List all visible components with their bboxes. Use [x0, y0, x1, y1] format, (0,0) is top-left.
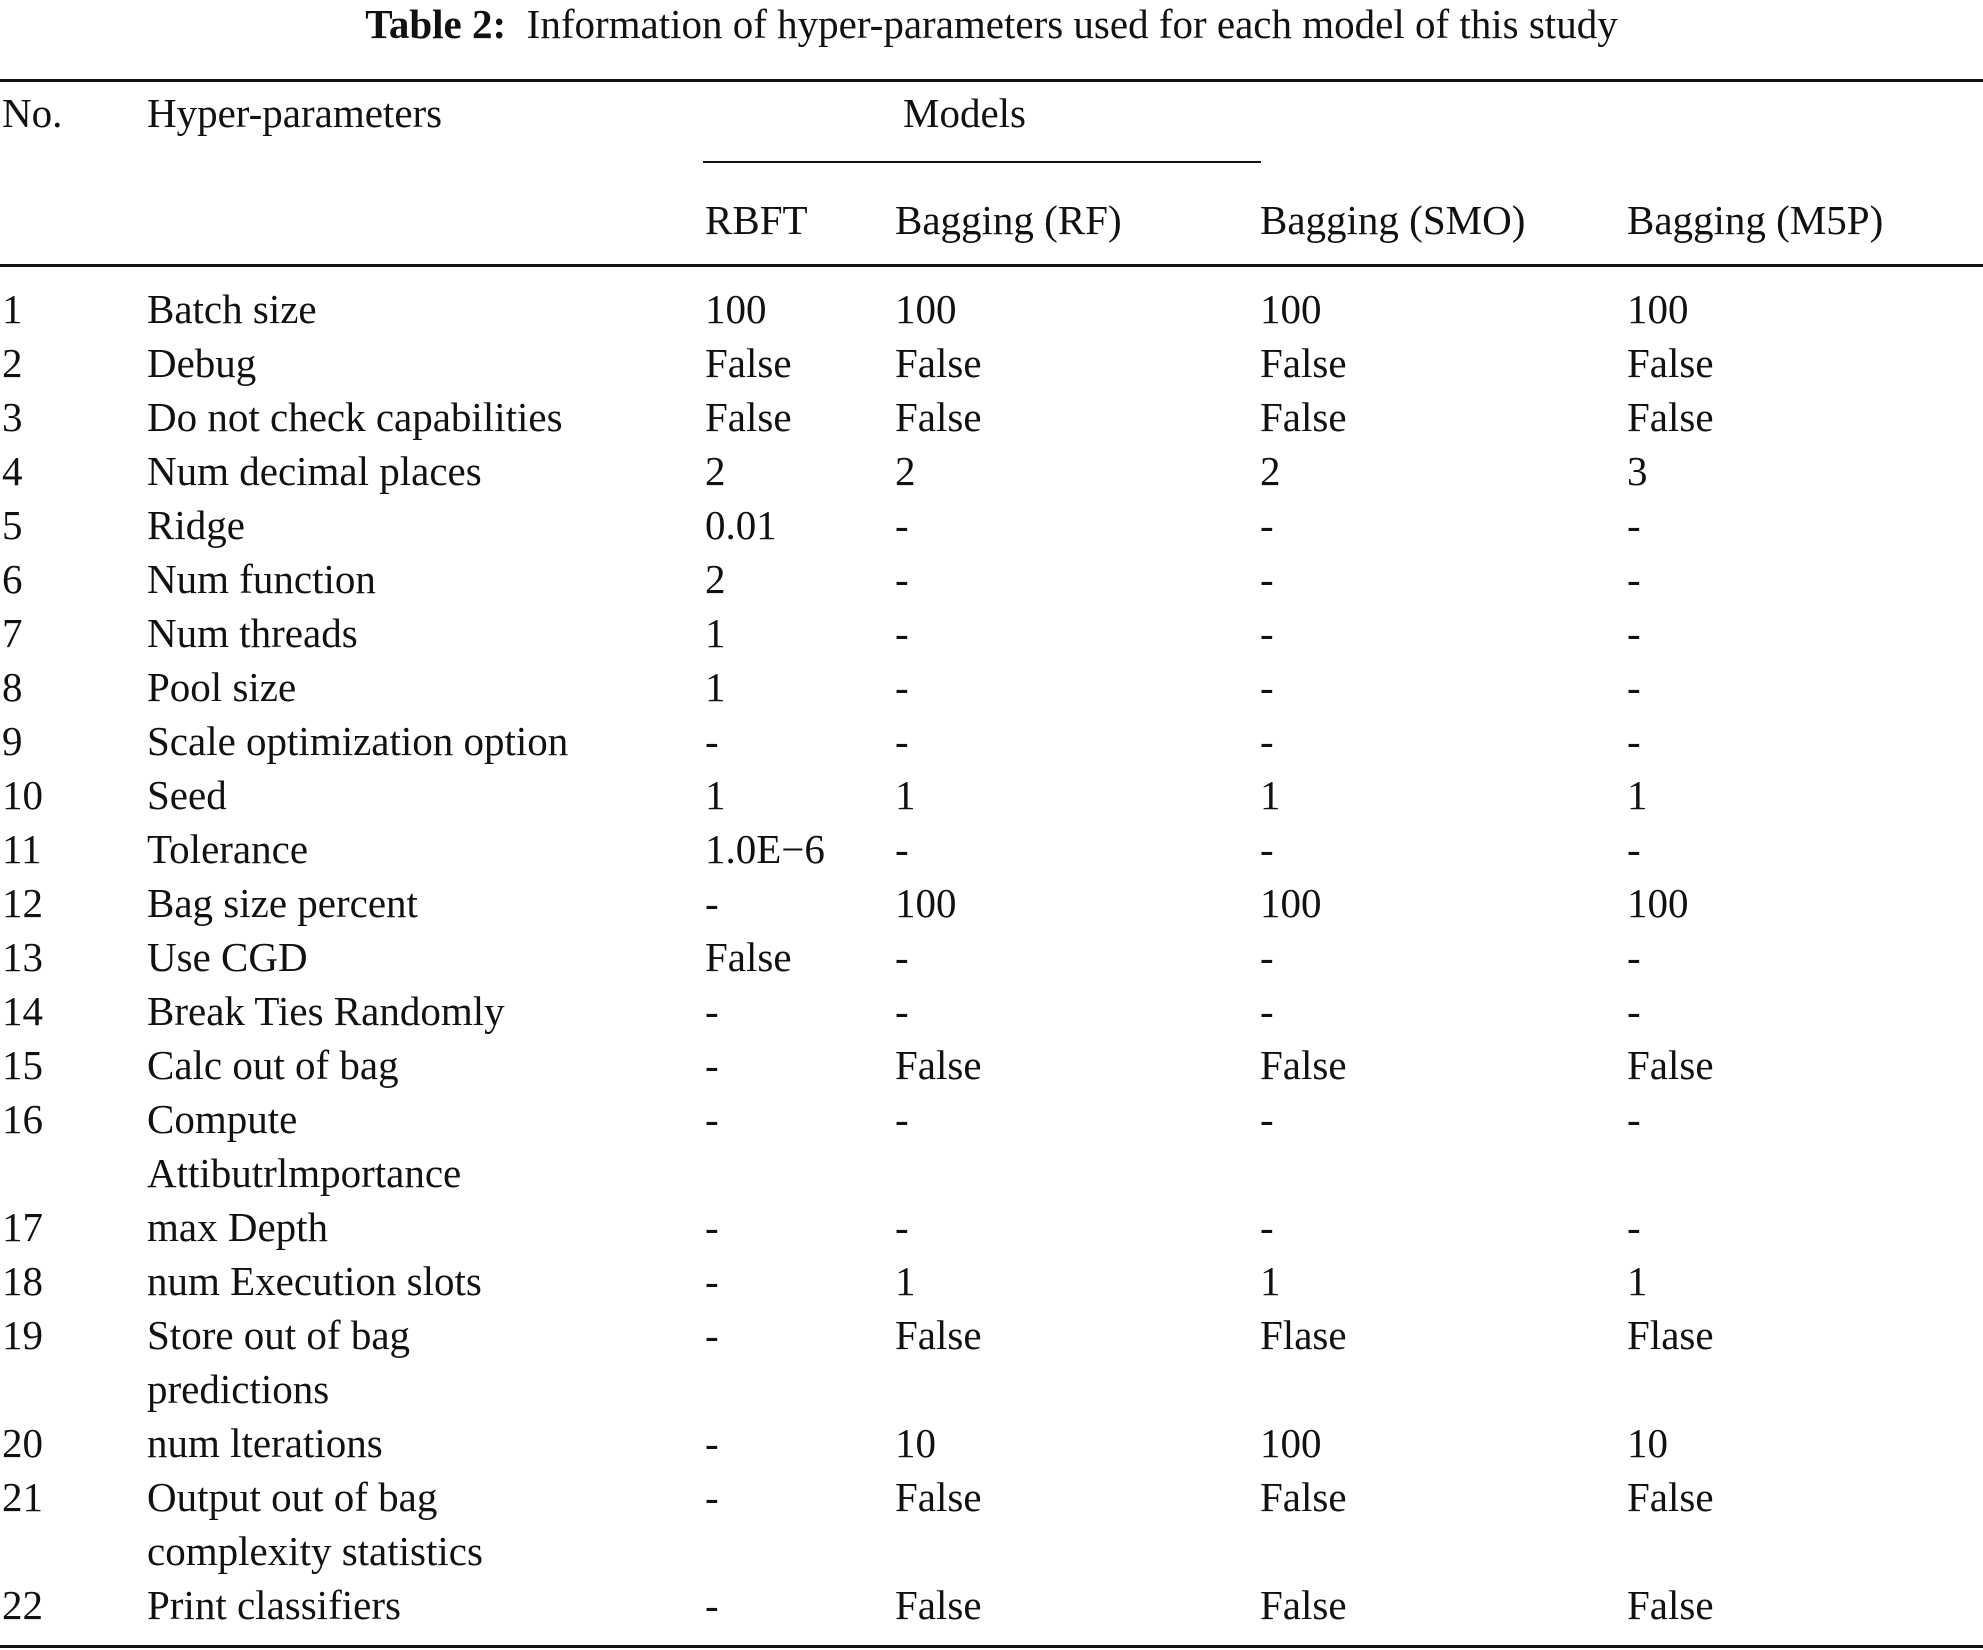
row-param: Break Ties Randomly	[147, 988, 505, 1034]
row-value: -	[1260, 1204, 1274, 1250]
caption-text: Information of hyper-parameters used for each model of this study	[526, 1, 1618, 47]
row-param: complexity statistics	[147, 1528, 483, 1574]
row-value: 100	[895, 880, 957, 926]
row-no: 16	[2, 1096, 43, 1142]
row-value: -	[705, 1582, 719, 1628]
row-value: 1	[1260, 772, 1281, 818]
header-model-3: Bagging (SMO)	[1260, 197, 1526, 243]
row-no: 6	[2, 556, 23, 602]
row-value: -	[705, 1042, 719, 1088]
row-value: False	[1627, 1582, 1714, 1628]
header-no: No.	[2, 90, 63, 136]
row-param: Debug	[147, 340, 257, 386]
row-value: Flase	[1627, 1312, 1714, 1358]
row-value: -	[1260, 556, 1274, 602]
row-value: -	[1260, 664, 1274, 710]
row-value: 3	[1627, 448, 1648, 494]
row-value: 1.0E−6	[705, 826, 825, 872]
header-bottom-rule	[0, 264, 1983, 267]
row-value: False	[1260, 394, 1347, 440]
row-value: -	[895, 1096, 909, 1142]
row-value: False	[895, 394, 982, 440]
row-value: 0.01	[705, 502, 777, 548]
row-param: Ridge	[147, 502, 245, 548]
row-value: -	[1260, 826, 1274, 872]
row-no: 9	[2, 718, 23, 764]
row-value: False	[1260, 1474, 1347, 1520]
row-value: -	[1627, 718, 1641, 764]
row-param: Attibutrlmportance	[147, 1150, 462, 1196]
row-value: False	[895, 340, 982, 386]
row-value: 1	[705, 610, 726, 656]
row-param: Seed	[147, 772, 227, 818]
row-value: -	[1627, 556, 1641, 602]
row-value: -	[895, 610, 909, 656]
row-value: -	[1627, 826, 1641, 872]
row-value: 1	[895, 1258, 916, 1304]
row-no: 4	[2, 448, 23, 494]
row-value: 100	[1260, 880, 1322, 926]
header-model-1: RBFT	[705, 197, 808, 243]
row-no: 21	[2, 1474, 43, 1520]
row-value: False	[705, 394, 792, 440]
row-value: 1	[1627, 772, 1648, 818]
row-value: -	[705, 1474, 719, 1520]
row-no: 8	[2, 664, 23, 710]
row-value: False	[895, 1474, 982, 1520]
row-param: Do not check capabilities	[147, 394, 563, 440]
top-rule	[0, 79, 1983, 82]
row-value: False	[1260, 1582, 1347, 1628]
row-value: False	[1627, 1042, 1714, 1088]
row-value: 100	[1627, 880, 1689, 926]
row-value: -	[705, 1096, 719, 1142]
row-no: 2	[2, 340, 23, 386]
row-param: Use CGD	[147, 934, 308, 980]
row-no: 19	[2, 1312, 43, 1358]
row-param: num lterations	[147, 1420, 383, 1466]
row-no: 1	[2, 286, 23, 332]
row-value: 1	[705, 772, 726, 818]
header-hyper-parameters: Hyper-parameters	[147, 90, 443, 136]
row-value: False	[1260, 340, 1347, 386]
row-value: 100	[705, 286, 767, 332]
row-param: predictions	[147, 1366, 330, 1412]
row-no: 13	[2, 934, 43, 980]
row-value: False	[705, 340, 792, 386]
header-model-4: Bagging (M5P)	[1627, 197, 1884, 243]
row-value: -	[1260, 610, 1274, 656]
row-no: 17	[2, 1204, 43, 1250]
row-value: -	[895, 502, 909, 548]
row-no: 3	[2, 394, 23, 440]
bottom-rule	[0, 1645, 1983, 1648]
row-param: Print classifiers	[147, 1582, 401, 1628]
row-value: 2	[705, 556, 726, 602]
row-value: -	[1260, 502, 1274, 548]
row-value: -	[705, 880, 719, 926]
caption-label: Table 2:	[365, 1, 507, 47]
row-value: -	[895, 1204, 909, 1250]
row-param: Num function	[147, 556, 376, 602]
row-value: -	[895, 826, 909, 872]
row-no: 11	[2, 826, 42, 872]
row-value: False	[895, 1582, 982, 1628]
row-value: 1	[1627, 1258, 1648, 1304]
row-value: False	[1260, 1042, 1347, 1088]
row-value: -	[1260, 934, 1274, 980]
row-value: 10	[1627, 1420, 1668, 1466]
row-no: 7	[2, 610, 23, 656]
row-value: False	[1627, 340, 1714, 386]
row-value: -	[1627, 664, 1641, 710]
row-value: -	[705, 988, 719, 1034]
row-param: num Execution slots	[147, 1258, 482, 1304]
row-param: max Depth	[147, 1204, 329, 1250]
row-value: False	[1627, 1474, 1714, 1520]
row-value: -	[1627, 1204, 1641, 1250]
row-value: 1	[705, 664, 726, 710]
row-value: 10	[895, 1420, 936, 1466]
row-param: Bag size percent	[147, 880, 418, 926]
row-no: 22	[2, 1582, 43, 1628]
row-value: -	[1627, 934, 1641, 980]
row-value: -	[705, 1258, 719, 1304]
row-param: Scale optimization option	[147, 718, 569, 764]
row-param: Output out of bag	[147, 1474, 438, 1520]
row-value: -	[895, 934, 909, 980]
row-value: -	[1260, 1096, 1274, 1142]
row-value: -	[705, 1204, 719, 1250]
row-no: 12	[2, 880, 43, 926]
row-param: Pool size	[147, 664, 297, 710]
row-no: 18	[2, 1258, 43, 1304]
row-param: Compute	[147, 1096, 298, 1142]
row-value: -	[1627, 988, 1641, 1034]
table-caption	[0, 0, 1983, 48]
row-value: False	[705, 934, 792, 980]
row-value: -	[1627, 502, 1641, 548]
row-value: -	[705, 1420, 719, 1466]
row-no: 10	[2, 772, 43, 818]
row-param: Num threads	[147, 610, 358, 656]
row-value: 2	[1260, 448, 1281, 494]
row-no: 20	[2, 1420, 43, 1466]
row-value: False	[1627, 394, 1714, 440]
header-model-2: Bagging (RF)	[895, 197, 1122, 243]
row-value: 100	[1627, 286, 1689, 332]
row-value: False	[895, 1312, 982, 1358]
row-param: Calc out of bag	[147, 1042, 399, 1088]
row-value: -	[895, 664, 909, 710]
row-value: -	[895, 988, 909, 1034]
row-value: -	[895, 556, 909, 602]
row-no: 5	[2, 502, 23, 548]
header-models: Models	[903, 90, 1026, 136]
row-value: -	[895, 718, 909, 764]
row-value: False	[895, 1042, 982, 1088]
row-value: -	[1627, 610, 1641, 656]
row-value: -	[1260, 718, 1274, 764]
row-value: -	[1627, 1096, 1641, 1142]
row-value: 2	[705, 448, 726, 494]
row-value: 100	[895, 286, 957, 332]
row-value: -	[1260, 988, 1274, 1034]
row-value: -	[705, 1312, 719, 1358]
row-value: 100	[1260, 286, 1322, 332]
row-value: 1	[1260, 1258, 1281, 1304]
row-no: 14	[2, 988, 43, 1034]
row-value: 100	[1260, 1420, 1322, 1466]
row-value: 2	[895, 448, 916, 494]
row-param: Num decimal places	[147, 448, 482, 494]
row-value: Flase	[1260, 1312, 1347, 1358]
row-param: Store out of bag	[147, 1312, 411, 1358]
row-no: 15	[2, 1042, 43, 1088]
row-param: Tolerance	[147, 826, 309, 872]
row-param: Batch size	[147, 286, 317, 332]
row-value: -	[705, 718, 719, 764]
row-value: 1	[895, 772, 916, 818]
models-rule	[703, 161, 1261, 163]
